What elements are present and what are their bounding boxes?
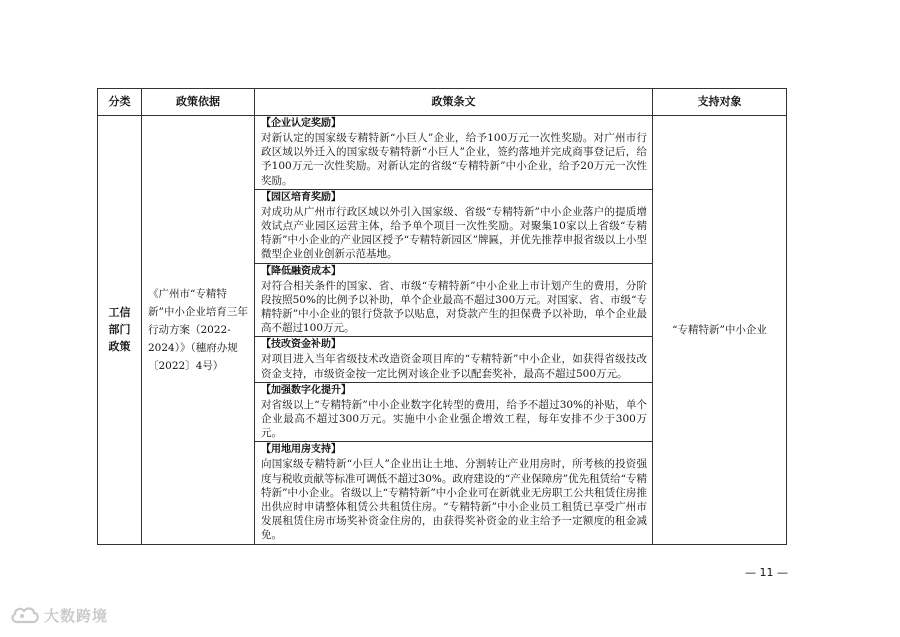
clause-title: 【用地用房支持】 <box>261 444 341 456</box>
clause-body: 向国家级专精特新“小巨人”企业出让土地、分割转让产业用房时，所考核的投资强度与税收贡献等标准可调低不超过30%。政府建设的“产业保障房”优先租赁给“专精特新”中小企业。省级以上“专精特新”中小企业可在新就业无房职工公共租赁住房推出供应时申请整体租赁公共租赁住房。“专精特新”中小企业员工租赁已享受广州市发展租赁住房市场奖补资金住房的，由获得奖补资金的业主给予一定额度的租金减免。 <box>261 458 647 542</box>
clause-financing-cost <box>255 264 652 338</box>
clause-body: 对省级以上“专精特新”中小企业数字化转型的费用，给予不超过30%的补贴，单个企业最高不超过300万元。实施中小企业强企增效工程，每年安排不少于300万元。 <box>261 398 647 440</box>
clause-tech-renovation <box>255 337 652 382</box>
watermark <box>10 604 108 626</box>
target-cell: “专精特新”中小企业 <box>653 116 787 545</box>
category-text: 工信部门政策 <box>108 306 131 354</box>
cloud-logo-icon <box>10 604 40 626</box>
header-category: 分类 <box>98 89 142 116</box>
clause-title: 【加强数字化提升】 <box>261 384 351 396</box>
header-clauses: 政策条文 <box>255 89 653 116</box>
policy-table <box>97 88 787 545</box>
clause-park-cultivation <box>255 190 652 264</box>
clause-land-housing <box>255 442 652 543</box>
clause-body: 对新认定的国家级专精特新“小巨人”企业，给予100万元一次性奖励。对广州市行政区域以外迁入的国家级专精特新“小巨人”企业，签约落地并完成商事登记后，给予100万元一次性奖励。对新认定的省级“专精特新”中小企业，给予20万元一次性奖励。 <box>261 132 647 187</box>
page-number: — 11 — <box>745 566 788 579</box>
clause-digitalization <box>255 383 652 443</box>
clauses-cell <box>255 116 653 545</box>
clause-body: 对符合相关条件的国家、省、市级“专精特新”中小企业上市计划产生的费用，分阶段按照50%的比例予以补助，单个企业最高不超过300万元。对国家、省、市级“专精特新”中小企业的银行贷款予以贴息，对贷款产生的担保费予以补助，单个企业最高不超过100万元。 <box>261 279 647 335</box>
table-header-row <box>98 89 787 116</box>
clause-enterprise-recognition <box>255 116 652 190</box>
clause-title: 【企业认定奖励】 <box>261 118 341 129</box>
basis-cell: 《广州市“专精特新”中小企业培育三年行动方案（2022-2024）》（穗府办规〔2022〕4号） <box>142 116 255 545</box>
clause-title: 【降低融资成本】 <box>261 265 341 277</box>
clause-title: 【技改资金补助】 <box>261 339 341 351</box>
clause-body: 对项目进入当年省级技术改造资金项目库的“专精特新”中小企业，如获得省级技改资金支持，市级资金按一定比例对该企业予以配套奖补，最高不超过500万元。 <box>261 353 647 380</box>
table-row <box>98 116 787 545</box>
category-cell <box>98 116 142 545</box>
header-target: 支持对象 <box>653 89 787 116</box>
watermark-text: 大数跨境 <box>44 606 109 625</box>
clause-body: 对成功从广州市行政区域以外引入国家级、省级“专精特新”中小企业落户的提质增效试点产业园区运营主体，给予单个项目一次性奖励。对聚集10家以上省级“专精特新”中小企业的产业园区授予“专精特新园区”牌匾，并优先推荐申报省级以上小型微型企业创业创新示范基地。 <box>261 205 647 261</box>
clause-title: 【园区培育奖励】 <box>261 191 341 203</box>
header-basis: 政策依据 <box>142 89 255 116</box>
